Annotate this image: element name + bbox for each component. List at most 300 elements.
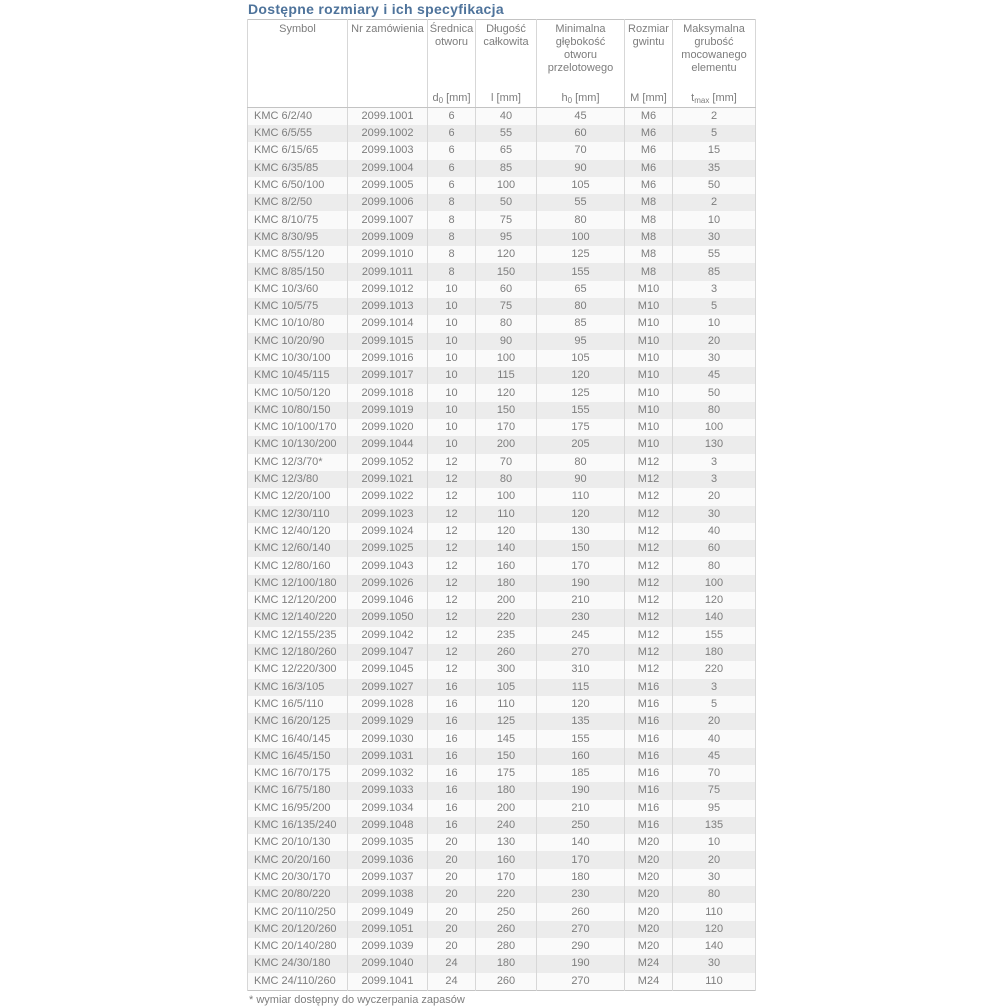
- table-row: [248, 281, 756, 298]
- cell-total-length: 200: [476, 592, 537, 609]
- cell-symbol: KMC 24/110/260: [248, 973, 348, 991]
- cell-order-number: 2099.1043: [348, 557, 428, 574]
- cell-order-number: 2099.1051: [348, 921, 428, 938]
- cell-symbol: KMC 20/20/160: [248, 851, 348, 868]
- col-title: Maksymalna grubość mocowanego elementu: [681, 23, 747, 74]
- cell-order-number: 2099.1027: [348, 679, 428, 696]
- cell-thread-size: M12: [625, 557, 673, 574]
- cell-thread-size: M10: [625, 350, 673, 367]
- cell-min-depth: 60: [537, 125, 625, 142]
- cell-max-thickness: 60: [673, 540, 756, 557]
- cell-total-length: 90: [476, 333, 537, 350]
- cell-min-depth: 120: [537, 696, 625, 713]
- cell-max-thickness: 3: [673, 679, 756, 696]
- cell-thread-size: M8: [625, 194, 673, 211]
- col-title: Symbol: [279, 23, 316, 35]
- cell-min-depth: 125: [537, 246, 625, 263]
- cell-order-number: 2099.1033: [348, 782, 428, 799]
- table-header: [248, 20, 756, 108]
- cell-max-thickness: 45: [673, 367, 756, 384]
- cell-hole-diameter: 12: [428, 488, 476, 505]
- cell-total-length: 120: [476, 523, 537, 540]
- cell-order-number: 2099.1019: [348, 402, 428, 419]
- cell-total-length: 130: [476, 834, 537, 851]
- cell-hole-diameter: 10: [428, 298, 476, 315]
- cell-hole-diameter: 20: [428, 869, 476, 886]
- table-row: [248, 436, 756, 453]
- table-row: [248, 108, 756, 126]
- cell-min-depth: 180: [537, 869, 625, 886]
- table-row: [248, 592, 756, 609]
- cell-max-thickness: 30: [673, 229, 756, 246]
- table-row: [248, 661, 756, 678]
- cell-symbol: KMC 12/3/70*: [248, 454, 348, 471]
- table-row: [248, 609, 756, 626]
- cell-thread-size: M8: [625, 263, 673, 280]
- cell-total-length: 55: [476, 125, 537, 142]
- spec-table: [247, 19, 756, 991]
- cell-order-number: 2099.1047: [348, 644, 428, 661]
- cell-thread-size: M20: [625, 869, 673, 886]
- table-body: [248, 108, 756, 991]
- cell-max-thickness: 100: [673, 419, 756, 436]
- cell-thread-size: M12: [625, 540, 673, 557]
- cell-max-thickness: 75: [673, 782, 756, 799]
- cell-min-depth: 230: [537, 886, 625, 903]
- cell-min-depth: 135: [537, 713, 625, 730]
- cell-total-length: 160: [476, 851, 537, 868]
- cell-hole-diameter: 10: [428, 384, 476, 401]
- cell-symbol: KMC 8/10/75: [248, 211, 348, 228]
- cell-symbol: KMC 12/40/120: [248, 523, 348, 540]
- cell-min-depth: 310: [537, 661, 625, 678]
- cell-max-thickness: 3: [673, 281, 756, 298]
- cell-max-thickness: 20: [673, 713, 756, 730]
- table-row: [248, 315, 756, 332]
- cell-max-thickness: 55: [673, 246, 756, 263]
- table-row: [248, 955, 756, 972]
- cell-thread-size: M16: [625, 782, 673, 799]
- cell-symbol: KMC 12/30/110: [248, 506, 348, 523]
- col-header-order-number: [348, 20, 428, 108]
- cell-max-thickness: 180: [673, 644, 756, 661]
- cell-symbol: KMC 10/5/75: [248, 298, 348, 315]
- cell-thread-size: M10: [625, 384, 673, 401]
- col-unit: M [mm]: [630, 92, 667, 104]
- cell-min-depth: 260: [537, 903, 625, 920]
- cell-total-length: 75: [476, 211, 537, 228]
- cell-hole-diameter: 12: [428, 540, 476, 557]
- cell-max-thickness: 110: [673, 903, 756, 920]
- cell-total-length: 95: [476, 229, 537, 246]
- cell-symbol: KMC 16/5/110: [248, 696, 348, 713]
- cell-max-thickness: 50: [673, 384, 756, 401]
- footnote: * wymiar dostępny do wyczerpania zapasów: [249, 993, 465, 1006]
- cell-symbol: KMC 16/75/180: [248, 782, 348, 799]
- table-row: [248, 211, 756, 228]
- col-header-hole-diameter: [428, 20, 476, 108]
- cell-max-thickness: 45: [673, 748, 756, 765]
- cell-order-number: 2099.1034: [348, 800, 428, 817]
- cell-order-number: 2099.1007: [348, 211, 428, 228]
- table-row: [248, 800, 756, 817]
- cell-hole-diameter: 24: [428, 955, 476, 972]
- cell-min-depth: 100: [537, 229, 625, 246]
- table-row: [248, 679, 756, 696]
- table-row: [248, 696, 756, 713]
- cell-max-thickness: 95: [673, 800, 756, 817]
- cell-hole-diameter: 16: [428, 730, 476, 747]
- cell-total-length: 150: [476, 402, 537, 419]
- cell-symbol: KMC 16/3/105: [248, 679, 348, 696]
- cell-thread-size: M16: [625, 679, 673, 696]
- cell-hole-diameter: 6: [428, 108, 476, 126]
- cell-min-depth: 190: [537, 782, 625, 799]
- cell-total-length: 160: [476, 557, 537, 574]
- cell-max-thickness: 2: [673, 194, 756, 211]
- cell-max-thickness: 20: [673, 333, 756, 350]
- cell-symbol: KMC 20/120/260: [248, 921, 348, 938]
- cell-symbol: KMC 10/20/90: [248, 333, 348, 350]
- cell-symbol: KMC 16/135/240: [248, 817, 348, 834]
- col-unit: [349, 104, 426, 105]
- cell-max-thickness: 15: [673, 142, 756, 159]
- col-title: Średnica otworu: [429, 23, 474, 48]
- cell-thread-size: M24: [625, 973, 673, 991]
- cell-symbol: KMC 16/70/175: [248, 765, 348, 782]
- cell-symbol: KMC 6/5/55: [248, 125, 348, 142]
- table-row: [248, 627, 756, 644]
- cell-order-number: 2099.1009: [348, 229, 428, 246]
- cell-max-thickness: 5: [673, 125, 756, 142]
- cell-order-number: 2099.1026: [348, 575, 428, 592]
- cell-min-depth: 250: [537, 817, 625, 834]
- cell-symbol: KMC 16/95/200: [248, 800, 348, 817]
- cell-thread-size: M10: [625, 367, 673, 384]
- cell-total-length: 80: [476, 315, 537, 332]
- cell-min-depth: 70: [537, 142, 625, 159]
- cell-min-depth: 175: [537, 419, 625, 436]
- col-title: Rozmiar gwintu: [628, 23, 669, 48]
- cell-max-thickness: 80: [673, 402, 756, 419]
- cell-order-number: 2099.1037: [348, 869, 428, 886]
- cell-thread-size: M12: [625, 506, 673, 523]
- section-title: Dostępne rozmiary i ich specyfikacja: [248, 1, 504, 17]
- col-header-max-fixed-element-thickness: [673, 20, 756, 108]
- cell-symbol: KMC 10/30/100: [248, 350, 348, 367]
- cell-order-number: 2099.1041: [348, 973, 428, 991]
- cell-min-depth: 65: [537, 281, 625, 298]
- cell-symbol: KMC 12/140/220: [248, 609, 348, 626]
- cell-symbol: KMC 24/30/180: [248, 955, 348, 972]
- table-row: [248, 886, 756, 903]
- cell-hole-diameter: 10: [428, 315, 476, 332]
- cell-order-number: 2099.1006: [348, 194, 428, 211]
- table-row: [248, 869, 756, 886]
- cell-hole-diameter: 8: [428, 194, 476, 211]
- cell-thread-size: M12: [625, 471, 673, 488]
- cell-symbol: KMC 12/60/140: [248, 540, 348, 557]
- table-row: [248, 903, 756, 920]
- cell-order-number: 2099.1016: [348, 350, 428, 367]
- table-row: [248, 938, 756, 955]
- cell-thread-size: M20: [625, 851, 673, 868]
- cell-order-number: 2099.1050: [348, 609, 428, 626]
- cell-thread-size: M20: [625, 921, 673, 938]
- cell-thread-size: M10: [625, 419, 673, 436]
- cell-max-thickness: 155: [673, 627, 756, 644]
- cell-order-number: 2099.1014: [348, 315, 428, 332]
- cell-total-length: 200: [476, 436, 537, 453]
- cell-total-length: 150: [476, 263, 537, 280]
- cell-total-length: 260: [476, 921, 537, 938]
- cell-order-number: 2099.1024: [348, 523, 428, 540]
- table-row: [248, 246, 756, 263]
- cell-min-depth: 130: [537, 523, 625, 540]
- cell-thread-size: M10: [625, 281, 673, 298]
- cell-total-length: 170: [476, 419, 537, 436]
- cell-min-depth: 190: [537, 955, 625, 972]
- cell-symbol: KMC 10/10/80: [248, 315, 348, 332]
- cell-min-depth: 120: [537, 367, 625, 384]
- cell-max-thickness: 50: [673, 177, 756, 194]
- cell-total-length: 120: [476, 384, 537, 401]
- cell-thread-size: M10: [625, 333, 673, 350]
- cell-symbol: KMC 8/55/120: [248, 246, 348, 263]
- table-row: [248, 540, 756, 557]
- cell-hole-diameter: 16: [428, 679, 476, 696]
- cell-order-number: 2099.1040: [348, 955, 428, 972]
- cell-min-depth: 80: [537, 454, 625, 471]
- cell-max-thickness: 10: [673, 211, 756, 228]
- cell-order-number: 2099.1010: [348, 246, 428, 263]
- cell-order-number: 2099.1021: [348, 471, 428, 488]
- cell-symbol: KMC 12/155/235: [248, 627, 348, 644]
- table-row: [248, 402, 756, 419]
- cell-hole-diameter: 12: [428, 592, 476, 609]
- cell-symbol: KMC 20/140/280: [248, 938, 348, 955]
- table-row: [248, 575, 756, 592]
- cell-max-thickness: 10: [673, 315, 756, 332]
- cell-order-number: 2099.1015: [348, 333, 428, 350]
- cell-order-number: 2099.1049: [348, 903, 428, 920]
- cell-min-depth: 160: [537, 748, 625, 765]
- cell-order-number: 2099.1011: [348, 263, 428, 280]
- col-unit: [249, 104, 346, 105]
- table-row: [248, 644, 756, 661]
- cell-order-number: 2099.1042: [348, 627, 428, 644]
- cell-hole-diameter: 12: [428, 609, 476, 626]
- cell-order-number: 2099.1018: [348, 384, 428, 401]
- table-row: [248, 367, 756, 384]
- table-row: [248, 177, 756, 194]
- cell-thread-size: M16: [625, 765, 673, 782]
- cell-symbol: KMC 20/10/130: [248, 834, 348, 851]
- cell-min-depth: 155: [537, 263, 625, 280]
- cell-max-thickness: 30: [673, 506, 756, 523]
- cell-min-depth: 185: [537, 765, 625, 782]
- col-title: Minimalna głębokość otworu przelotowego: [547, 23, 614, 74]
- cell-max-thickness: 20: [673, 851, 756, 868]
- cell-thread-size: M16: [625, 730, 673, 747]
- table-row: [248, 471, 756, 488]
- cell-max-thickness: 40: [673, 523, 756, 540]
- cell-min-depth: 105: [537, 350, 625, 367]
- cell-order-number: 2099.1025: [348, 540, 428, 557]
- cell-thread-size: M6: [625, 125, 673, 142]
- cell-min-depth: 170: [537, 557, 625, 574]
- cell-min-depth: 150: [537, 540, 625, 557]
- cell-symbol: KMC 6/35/85: [248, 160, 348, 177]
- cell-total-length: 175: [476, 765, 537, 782]
- cell-max-thickness: 20: [673, 488, 756, 505]
- cell-thread-size: M16: [625, 696, 673, 713]
- cell-thread-size: M12: [625, 644, 673, 661]
- table-row: [248, 782, 756, 799]
- cell-symbol: KMC 16/40/145: [248, 730, 348, 747]
- cell-order-number: 2099.1002: [348, 125, 428, 142]
- table-row: [248, 454, 756, 471]
- cell-hole-diameter: 8: [428, 211, 476, 228]
- cell-order-number: 2099.1022: [348, 488, 428, 505]
- cell-max-thickness: 3: [673, 454, 756, 471]
- table-row: [248, 730, 756, 747]
- cell-min-depth: 270: [537, 644, 625, 661]
- cell-thread-size: M6: [625, 160, 673, 177]
- cell-hole-diameter: 24: [428, 973, 476, 991]
- col-header-total-length: [476, 20, 537, 108]
- cell-hole-diameter: 20: [428, 903, 476, 920]
- cell-hole-diameter: 12: [428, 471, 476, 488]
- cell-min-depth: 45: [537, 108, 625, 126]
- cell-symbol: KMC 10/130/200: [248, 436, 348, 453]
- cell-order-number: 2099.1023: [348, 506, 428, 523]
- cell-min-depth: 95: [537, 333, 625, 350]
- cell-order-number: 2099.1030: [348, 730, 428, 747]
- cell-min-depth: 115: [537, 679, 625, 696]
- cell-symbol: KMC 6/15/65: [248, 142, 348, 159]
- cell-thread-size: M10: [625, 298, 673, 315]
- table-row: [248, 557, 756, 574]
- cell-max-thickness: 80: [673, 886, 756, 903]
- table-row: [248, 851, 756, 868]
- cell-order-number: 2099.1012: [348, 281, 428, 298]
- cell-thread-size: M8: [625, 211, 673, 228]
- cell-symbol: KMC 12/120/200: [248, 592, 348, 609]
- cell-total-length: 115: [476, 367, 537, 384]
- cell-order-number: 2099.1048: [348, 817, 428, 834]
- cell-thread-size: M12: [625, 661, 673, 678]
- cell-hole-diameter: 10: [428, 402, 476, 419]
- cell-total-length: 70: [476, 454, 537, 471]
- cell-thread-size: M10: [625, 315, 673, 332]
- cell-order-number: 2099.1001: [348, 108, 428, 126]
- cell-thread-size: M16: [625, 748, 673, 765]
- cell-symbol: KMC 16/20/125: [248, 713, 348, 730]
- col-title: Nr zamówienia: [351, 23, 424, 35]
- cell-thread-size: M12: [625, 488, 673, 505]
- cell-thread-size: M20: [625, 886, 673, 903]
- cell-min-depth: 155: [537, 402, 625, 419]
- cell-total-length: 75: [476, 298, 537, 315]
- cell-order-number: 2099.1036: [348, 851, 428, 868]
- cell-order-number: 2099.1004: [348, 160, 428, 177]
- cell-hole-diameter: 10: [428, 419, 476, 436]
- cell-total-length: 150: [476, 748, 537, 765]
- cell-max-thickness: 10: [673, 834, 756, 851]
- cell-order-number: 2099.1020: [348, 419, 428, 436]
- cell-total-length: 170: [476, 869, 537, 886]
- cell-total-length: 200: [476, 800, 537, 817]
- cell-hole-diameter: 10: [428, 350, 476, 367]
- cell-min-depth: 85: [537, 315, 625, 332]
- cell-symbol: KMC 12/20/100: [248, 488, 348, 505]
- cell-total-length: 140: [476, 540, 537, 557]
- cell-hole-diameter: 6: [428, 177, 476, 194]
- cell-hole-diameter: 12: [428, 627, 476, 644]
- cell-hole-diameter: 12: [428, 575, 476, 592]
- cell-max-thickness: 135: [673, 817, 756, 834]
- cell-min-depth: 90: [537, 471, 625, 488]
- cell-min-depth: 125: [537, 384, 625, 401]
- cell-max-thickness: 3: [673, 471, 756, 488]
- cell-hole-diameter: 12: [428, 506, 476, 523]
- cell-symbol: KMC 8/30/95: [248, 229, 348, 246]
- table-row: [248, 384, 756, 401]
- cell-max-thickness: 30: [673, 955, 756, 972]
- cell-hole-diameter: 6: [428, 160, 476, 177]
- cell-max-thickness: 30: [673, 350, 756, 367]
- cell-hole-diameter: 16: [428, 765, 476, 782]
- cell-max-thickness: 5: [673, 696, 756, 713]
- table-row: [248, 419, 756, 436]
- cell-total-length: 80: [476, 471, 537, 488]
- cell-total-length: 220: [476, 886, 537, 903]
- table-row: [248, 817, 756, 834]
- cell-total-length: 220: [476, 609, 537, 626]
- cell-thread-size: M12: [625, 609, 673, 626]
- cell-min-depth: 155: [537, 730, 625, 747]
- col-unit: $d_0$ [mm]: [432, 92, 471, 105]
- cell-total-length: 100: [476, 177, 537, 194]
- cell-symbol: KMC 12/100/180: [248, 575, 348, 592]
- cell-thread-size: M24: [625, 955, 673, 972]
- cell-min-depth: 105: [537, 177, 625, 194]
- cell-total-length: 100: [476, 488, 537, 505]
- cell-order-number: 2099.1039: [348, 938, 428, 955]
- cell-thread-size: M20: [625, 938, 673, 955]
- cell-max-thickness: 40: [673, 730, 756, 747]
- cell-min-depth: 230: [537, 609, 625, 626]
- cell-symbol: KMC 10/80/150: [248, 402, 348, 419]
- col-unit: l [mm]: [491, 92, 521, 104]
- cell-hole-diameter: 20: [428, 834, 476, 851]
- cell-max-thickness: 80: [673, 557, 756, 574]
- cell-total-length: 280: [476, 938, 537, 955]
- cell-symbol: KMC 12/220/300: [248, 661, 348, 678]
- cell-hole-diameter: 6: [428, 125, 476, 142]
- table-row: [248, 263, 756, 280]
- cell-min-depth: 270: [537, 973, 625, 991]
- table-row: [248, 973, 756, 991]
- cell-order-number: 2099.1032: [348, 765, 428, 782]
- cell-symbol: KMC 20/110/250: [248, 903, 348, 920]
- cell-min-depth: 110: [537, 488, 625, 505]
- table-row: [248, 229, 756, 246]
- cell-hole-diameter: 12: [428, 557, 476, 574]
- cell-min-depth: 80: [537, 211, 625, 228]
- cell-hole-diameter: 20: [428, 921, 476, 938]
